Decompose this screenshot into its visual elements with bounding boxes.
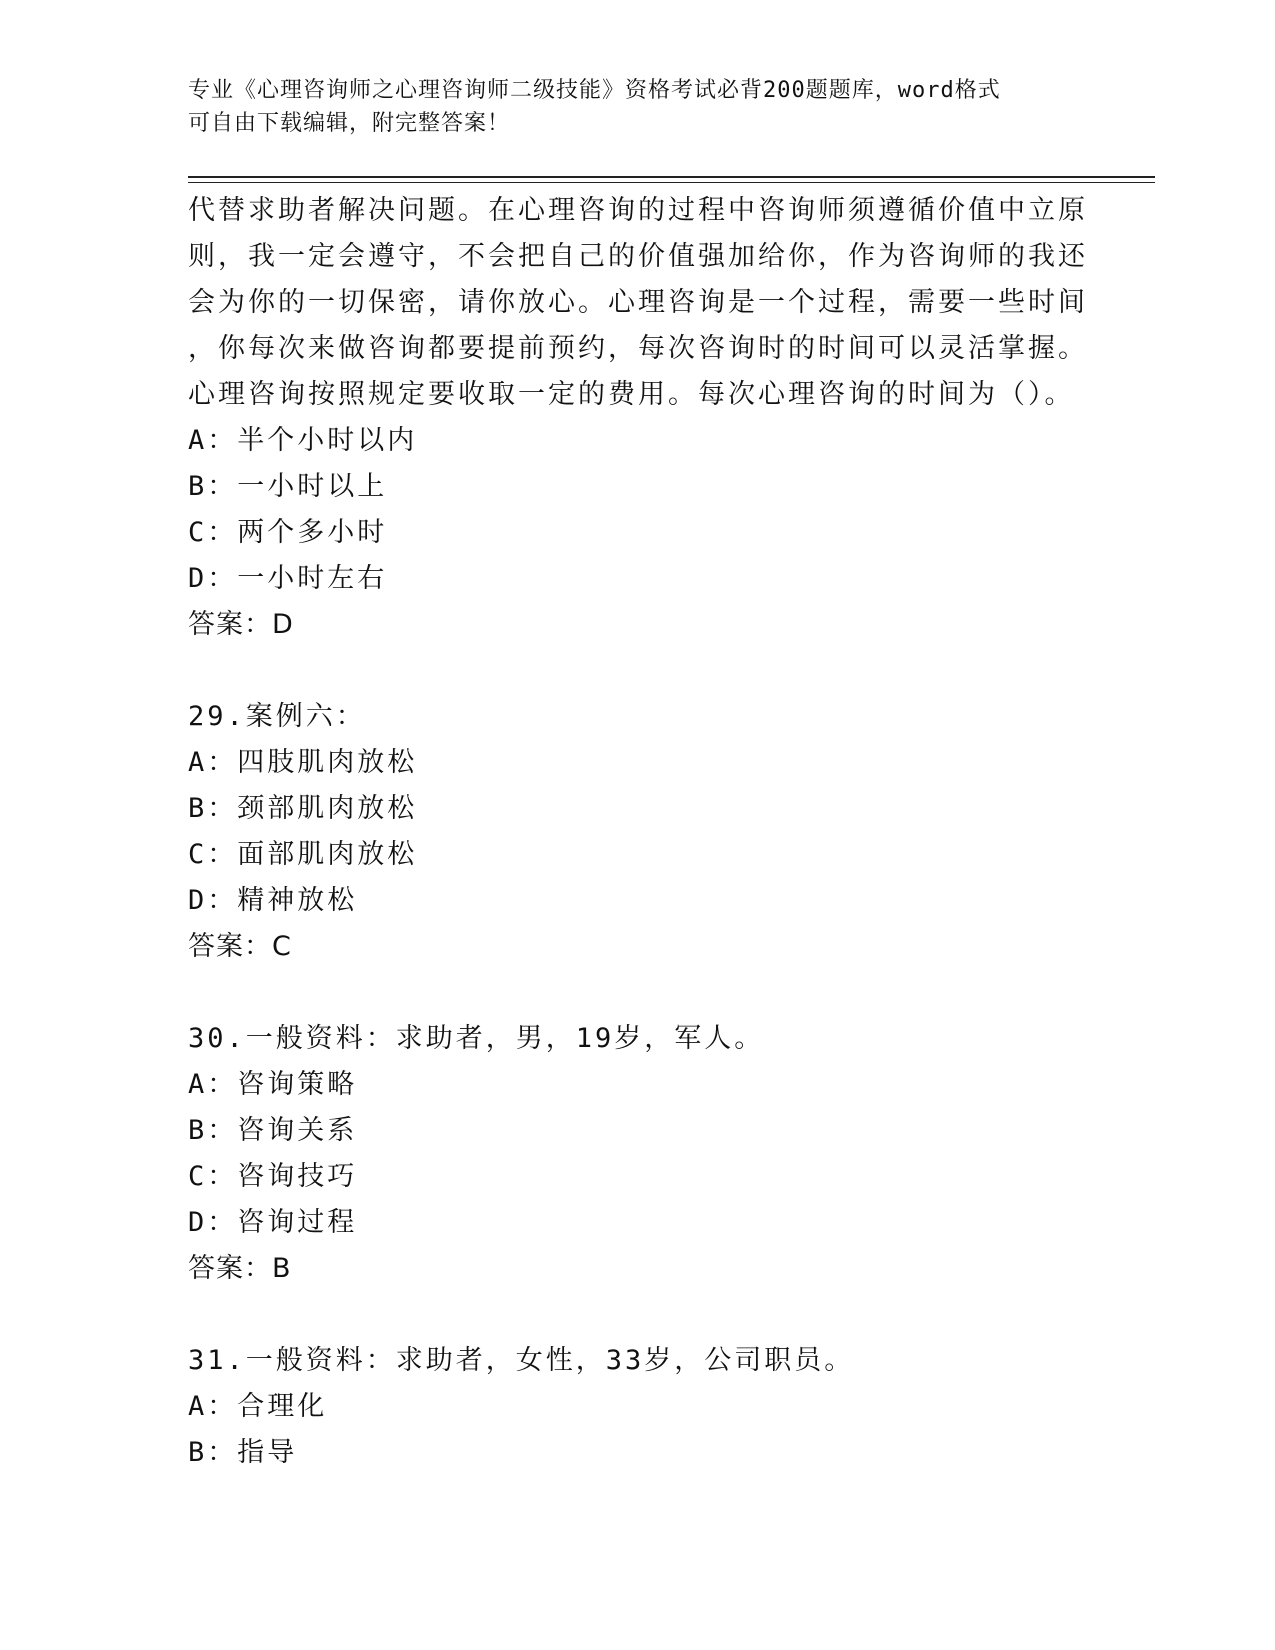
question-text-line: 会为你的一切保密，请你放心。心理咨询是一个过程，需要一些时间 [188, 287, 1088, 318]
question-text-line: 代替求助者解决问题。在心理咨询的过程中咨询师须遵循价值中立原 [188, 195, 1088, 226]
header-title-line-2: 可自由下载编辑，附完整答案！ [188, 111, 511, 136]
option-a: A：咨询策略 [188, 1069, 358, 1100]
header-title-line-1: 专业《心理咨询师之心理咨询师二级技能》资格考试必背200题题库，word格式 [188, 78, 1001, 103]
question-text-line: ，你每次来做咨询都要提前预约，每次咨询时的时间可以灵活掌握。 [188, 333, 1088, 364]
option-c: C：两个多小时 [188, 517, 388, 548]
option-c: C：咨询技巧 [188, 1161, 358, 1192]
option-b: B：指导 [188, 1437, 298, 1468]
option-a: A：半个小时以内 [188, 425, 418, 456]
header-divider-thick [188, 176, 1155, 178]
option-d: D：一小时左右 [188, 563, 388, 594]
option-a: A：合理化 [188, 1391, 328, 1422]
option-b: B：咨询关系 [188, 1115, 358, 1146]
question-title: 31.一般资料：求助者，女性，33岁，公司职员。 [188, 1345, 855, 1376]
option-d: D：精神放松 [188, 885, 358, 916]
question-31 [188, 1338, 1088, 1476]
answer-line: 答案：C [188, 931, 292, 962]
option-d: D：咨询过程 [188, 1207, 358, 1238]
header-divider-thin [188, 182, 1155, 183]
question-29 [188, 694, 1088, 970]
question-title: 30.一般资料：求助者，男，19岁，军人。 [188, 1023, 765, 1054]
option-c: C：面部肌肉放松 [188, 839, 418, 870]
question-30 [188, 1016, 1088, 1292]
answer-line: 答案：B [188, 1253, 292, 1284]
question-text-line: 心理咨询按照规定要收取一定的费用。每次心理咨询的时间为（）。 [188, 379, 1075, 410]
option-b: B：一小时以上 [188, 471, 388, 502]
question-content [188, 188, 1088, 1476]
spacer [188, 1292, 1088, 1338]
question-28 [188, 188, 1088, 648]
answer-line: 答案：D [188, 609, 294, 640]
option-a: A：四肢肌肉放松 [188, 747, 418, 778]
spacer [188, 648, 1088, 694]
option-b: B：颈部肌肉放松 [188, 793, 418, 824]
spacer [188, 970, 1088, 1016]
document-header [188, 74, 1068, 140]
question-title: 29.案例六： [188, 701, 366, 732]
question-text-line: 则，我一定会遵守，不会把自己的价值强加给你，作为咨询师的我还 [188, 241, 1088, 272]
